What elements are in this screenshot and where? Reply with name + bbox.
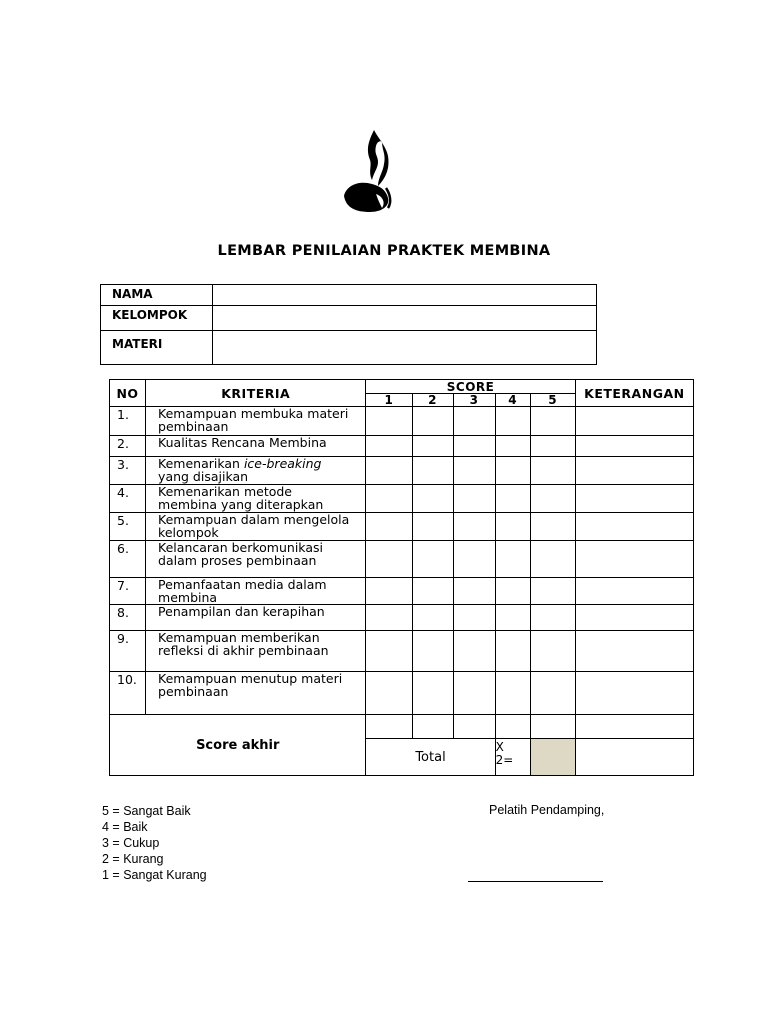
col-keterangan-header: KETERANGAN — [575, 380, 693, 407]
score-cell[interactable] — [412, 485, 453, 513]
identity-table — [100, 284, 597, 365]
row-number: 7. — [110, 578, 146, 605]
keterangan-cell[interactable] — [575, 605, 693, 631]
score-cell[interactable] — [530, 457, 575, 485]
keterangan-cell[interactable] — [575, 578, 693, 605]
table-row — [110, 513, 694, 541]
score-cell[interactable] — [530, 485, 575, 513]
table-row — [110, 631, 694, 672]
row-number: 10. — [110, 672, 146, 715]
legend-item: 5 = Sangat Baik — [102, 804, 191, 818]
score-level-5: 5 — [530, 394, 575, 407]
score-cell[interactable] — [453, 436, 495, 457]
criteria-text — [146, 605, 366, 631]
criteria-line: Kemampuan membuka materi — [158, 406, 349, 421]
keterangan-cell[interactable] — [575, 485, 693, 513]
score-cell[interactable] — [530, 513, 575, 541]
criteria-line: Kemampuan menutup materi — [158, 671, 343, 686]
criteria-line: Kemenarikan — [158, 456, 244, 471]
score-cell[interactable] — [495, 436, 530, 457]
legend-item: 2 = Kurang — [102, 852, 164, 866]
keterangan-cell[interactable] — [575, 672, 693, 715]
criteria-text — [146, 457, 366, 485]
nama-label: NAMA — [101, 285, 213, 306]
score-cell[interactable] — [495, 541, 530, 578]
keterangan-cell[interactable] — [575, 457, 693, 485]
score-cell[interactable] — [366, 672, 412, 715]
criteria-line: Penampilan dan kerapihan — [158, 604, 325, 619]
keterangan-cell[interactable] — [575, 715, 693, 739]
kelompok-label: KELOMPOK — [101, 306, 213, 331]
keterangan-cell[interactable] — [575, 541, 693, 578]
criteria-line: Kemenarikan metode — [158, 484, 292, 499]
score-sum-cell[interactable] — [412, 715, 453, 739]
score-cell[interactable] — [530, 672, 575, 715]
criteria-line: Kelancaran berkomunikasi — [158, 540, 323, 555]
table-row — [110, 541, 694, 578]
score-cell[interactable] — [453, 578, 495, 605]
score-akhir-label: Score akhir — [110, 715, 366, 776]
score-cell[interactable] — [453, 513, 495, 541]
row-number: 1. — [110, 407, 146, 436]
keterangan-cell[interactable] — [575, 739, 693, 776]
signature-label: Pelatih Pendamping, — [489, 803, 605, 817]
score-cell[interactable] — [412, 578, 453, 605]
score-cell[interactable] — [495, 457, 530, 485]
col-score-header: SCORE — [366, 380, 575, 394]
criteria-line: Kualitas Rencana Membina — [158, 435, 327, 450]
score-cell[interactable] — [366, 541, 412, 578]
score-cell[interactable] — [366, 513, 412, 541]
criteria-text — [146, 407, 366, 436]
total-label: Total — [366, 739, 495, 776]
table-row — [110, 672, 694, 715]
score-level-3: 3 — [453, 394, 495, 407]
criteria-text — [146, 513, 366, 541]
score-cell[interactable] — [366, 578, 412, 605]
score-cell[interactable] — [412, 631, 453, 672]
score-cell[interactable] — [453, 541, 495, 578]
row-number: 2. — [110, 436, 146, 457]
criteria-text — [146, 672, 366, 715]
score-cell[interactable] — [453, 457, 495, 485]
criteria-text — [146, 631, 366, 672]
criteria-line-italic: ice-breaking — [243, 456, 322, 471]
score-cell[interactable] — [495, 513, 530, 541]
score-cell[interactable] — [366, 631, 412, 672]
criteria-line: membina yang diterapkan — [158, 497, 324, 512]
multiplier-label — [495, 739, 530, 776]
score-cell[interactable] — [412, 541, 453, 578]
score-cell[interactable] — [495, 605, 530, 631]
score-cell[interactable] — [412, 407, 453, 436]
score-cell[interactable] — [495, 485, 530, 513]
final-score-cell[interactable] — [530, 739, 575, 776]
score-sum-cell[interactable] — [453, 715, 495, 739]
row-number: 4. — [110, 485, 146, 513]
legend-item: 1 = Sangat Kurang — [102, 868, 207, 882]
row-number: 5. — [110, 513, 146, 541]
criteria-line: yang disajikan — [158, 469, 249, 484]
score-cell[interactable] — [366, 485, 412, 513]
multiplier-line: 2= — [495, 753, 514, 767]
score-cell[interactable] — [530, 436, 575, 457]
score-cell[interactable] — [453, 631, 495, 672]
criteria-line: refleksi di akhir pembinaan — [158, 643, 329, 658]
row-number: 3. — [110, 457, 146, 485]
table-row — [110, 457, 694, 485]
criteria-text — [146, 485, 366, 513]
score-cell[interactable] — [530, 407, 575, 436]
score-level-4: 4 — [495, 394, 530, 407]
criteria-line: pembinaan — [158, 684, 229, 699]
criteria-line: kelompok — [158, 525, 219, 540]
criteria-line: Kemampuan dalam mengelola — [158, 512, 350, 527]
score-cell[interactable] — [366, 436, 412, 457]
criteria-line: Pemanfaatan media dalam — [158, 577, 327, 592]
score-cell[interactable] — [453, 485, 495, 513]
table-row — [110, 436, 694, 457]
materi-label: MATERI — [101, 331, 213, 365]
score-cell[interactable] — [495, 672, 530, 715]
keterangan-cell[interactable] — [575, 407, 693, 436]
row-number: 6. — [110, 541, 146, 578]
tunas-kelapa-icon — [338, 128, 394, 214]
row-number: 8. — [110, 605, 146, 631]
table-row — [110, 485, 694, 513]
score-sum-cell[interactable] — [366, 715, 412, 739]
score-legend — [102, 803, 207, 883]
score-cell[interactable] — [412, 672, 453, 715]
score-cell[interactable] — [453, 672, 495, 715]
score-sum-cell[interactable] — [530, 715, 575, 739]
criteria-line: pembinaan — [158, 419, 229, 434]
table-row — [110, 605, 694, 631]
row-number: 9. — [110, 631, 146, 672]
criteria-text — [146, 578, 366, 605]
signature-line — [468, 881, 603, 882]
score-cell[interactable] — [412, 436, 453, 457]
keterangan-cell[interactable] — [575, 513, 693, 541]
legend-item: 4 = Baik — [102, 820, 148, 834]
score-cell[interactable] — [530, 578, 575, 605]
criteria-text — [146, 541, 366, 578]
criteria-line: membina — [158, 590, 218, 605]
score-cell[interactable] — [495, 407, 530, 436]
score-cell[interactable] — [412, 513, 453, 541]
col-no-header: NO — [110, 380, 146, 407]
table-row — [110, 578, 694, 605]
keterangan-cell[interactable] — [575, 436, 693, 457]
score-cell[interactable] — [453, 407, 495, 436]
score-cell[interactable] — [366, 605, 412, 631]
score-sum-cell[interactable] — [495, 715, 530, 739]
criteria-line: dalam proses pembinaan — [158, 553, 317, 568]
score-cell[interactable] — [495, 631, 530, 672]
score-cell[interactable] — [530, 541, 575, 578]
materi-field[interactable] — [213, 331, 597, 365]
criteria-line: Kemampuan memberikan — [158, 630, 320, 645]
score-cell[interactable] — [453, 605, 495, 631]
multiplier-line: X — [495, 740, 504, 754]
score-level-2: 2 — [412, 394, 453, 407]
table-row — [110, 407, 694, 436]
score-cell[interactable] — [530, 605, 575, 631]
score-cell[interactable] — [366, 457, 412, 485]
keterangan-cell[interactable] — [575, 631, 693, 672]
score-level-1: 1 — [366, 394, 412, 407]
col-kriteria-header: KRITERIA — [146, 380, 366, 407]
score-table — [109, 379, 694, 776]
score-cell[interactable] — [530, 631, 575, 672]
nama-field[interactable] — [213, 285, 597, 306]
page-title: LEMBAR PENILAIAN PRAKTEK MEMBINA — [217, 243, 551, 259]
criteria-text — [146, 436, 366, 457]
legend-item: 3 = Cukup — [102, 836, 160, 850]
score-cell[interactable] — [366, 407, 412, 436]
score-cell[interactable] — [412, 605, 453, 631]
kelompok-field[interactable] — [213, 306, 597, 331]
score-cell[interactable] — [412, 457, 453, 485]
score-cell[interactable] — [495, 578, 530, 605]
